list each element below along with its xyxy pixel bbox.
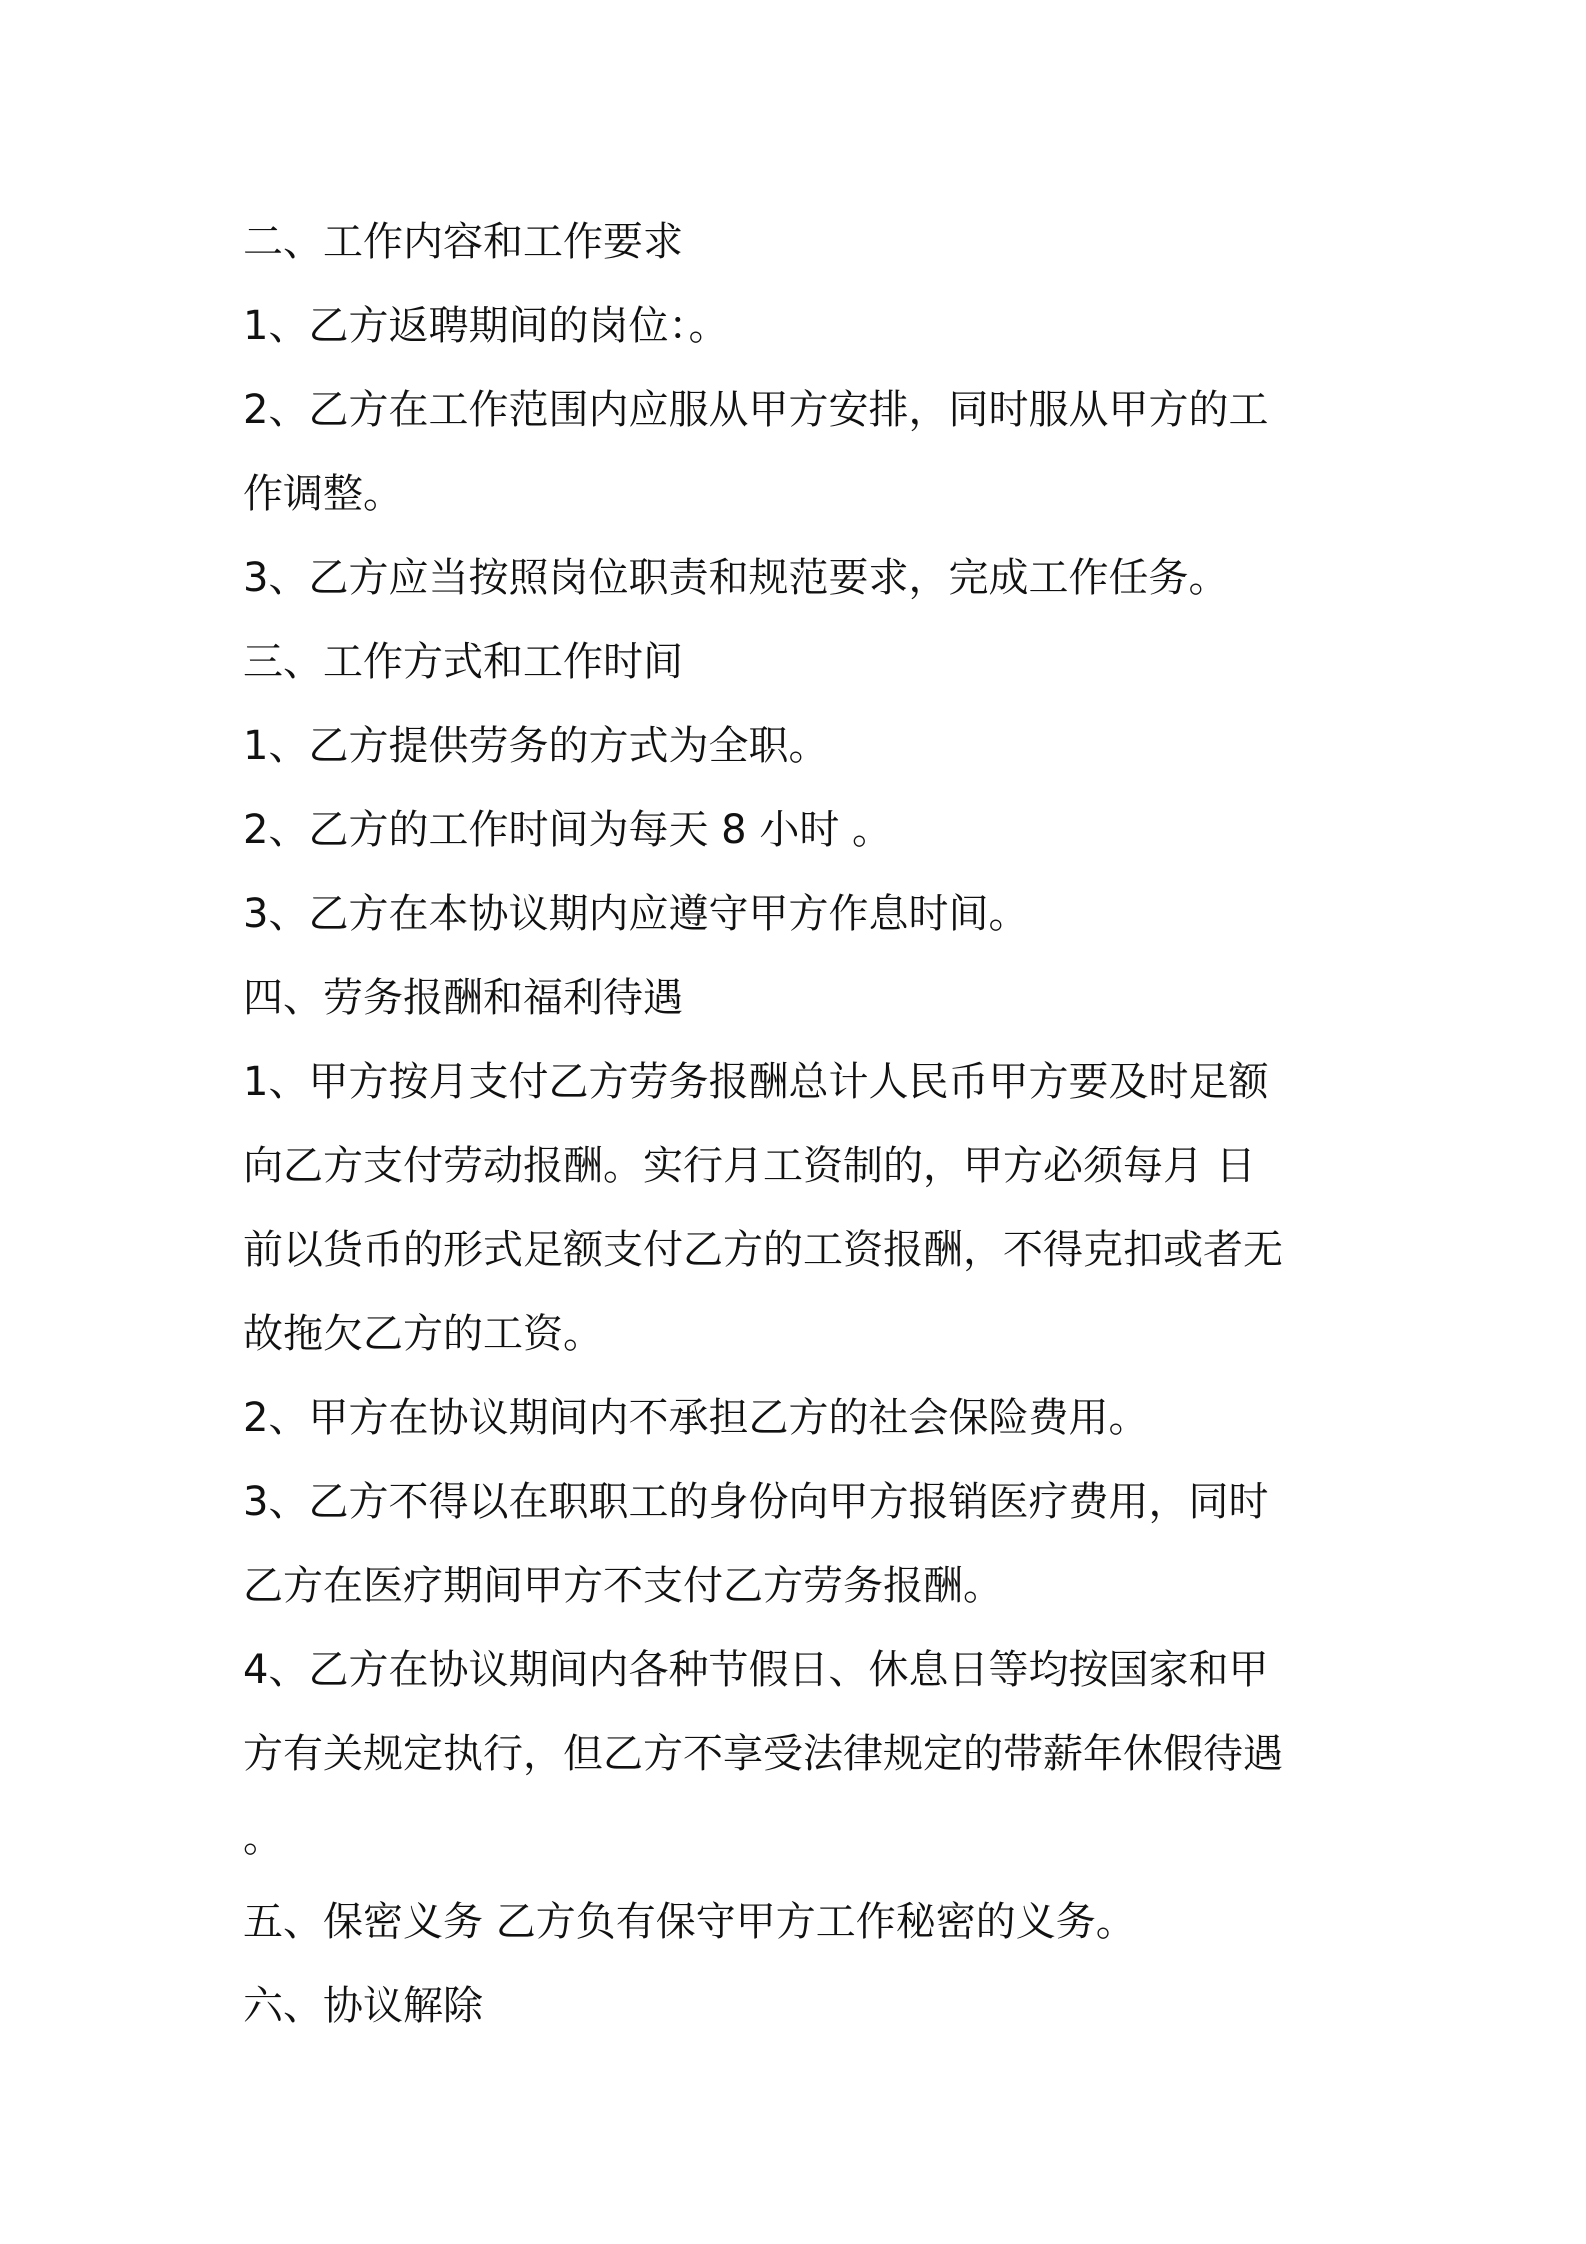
paragraph-line: 2、乙方的工作时间为每天 8 小时 。 [243, 807, 893, 853]
paragraph-line: 3、乙方不得以在职职工的身份向甲方报销医疗费用，同时 [243, 1479, 1269, 1525]
section-heading-work-content: 二、工作内容和工作要求 [243, 219, 683, 265]
paragraph-line: 故拖欠乙方的工资。 [243, 1311, 603, 1357]
section-heading-remuneration: 四、劳务报酬和福利待遇 [243, 975, 683, 1021]
document-body [243, 200, 1353, 2048]
paragraph-line: 3、乙方应当按照岗位职责和规范要求，完成工作任务。 [243, 555, 1229, 601]
paragraph-line: 1、乙方返聘期间的岗位：。 [243, 303, 729, 349]
paragraph-line: 1、甲方按月支付乙方劳务报酬总计人民币甲方要及时足额 [243, 1059, 1269, 1105]
paragraph-line: 乙方在医疗期间甲方不支付乙方劳务报酬。 [243, 1563, 1003, 1609]
paragraph-line: 作调整。 [243, 471, 403, 517]
paragraph-line: 向乙方支付劳动报酬。实行月工资制的，甲方必须每月 日 [243, 1143, 1256, 1189]
section-heading-termination: 六、协议解除 [243, 1983, 483, 2029]
paragraph-line: 前以货币的形式足额支付乙方的工资报酬，不得克扣或者无 [243, 1227, 1283, 1273]
paragraph-line: 3、乙方在本协议期内应遵守甲方作息时间。 [243, 891, 1029, 937]
paragraph-line: 方有关规定执行，但乙方不享受法律规定的带薪年休假待遇 [243, 1731, 1283, 1777]
section-heading-confidentiality: 五、保密义务 乙方负有保守甲方工作秘密的义务。 [243, 1899, 1136, 1945]
paragraph-line: 4、乙方在协议期间内各种节假日、休息日等均按国家和甲 [243, 1647, 1269, 1693]
paragraph-line: 2、乙方在工作范围内应服从甲方安排，同时服从甲方的工 [243, 387, 1269, 433]
paragraph-line: 2、甲方在协议期间内不承担乙方的社会保险费用。 [243, 1395, 1149, 1441]
paragraph-line: 。 [243, 1815, 283, 1861]
paragraph-line: 1、乙方提供劳务的方式为全职。 [243, 723, 829, 769]
section-heading-work-method: 三、工作方式和工作时间 [243, 639, 683, 685]
